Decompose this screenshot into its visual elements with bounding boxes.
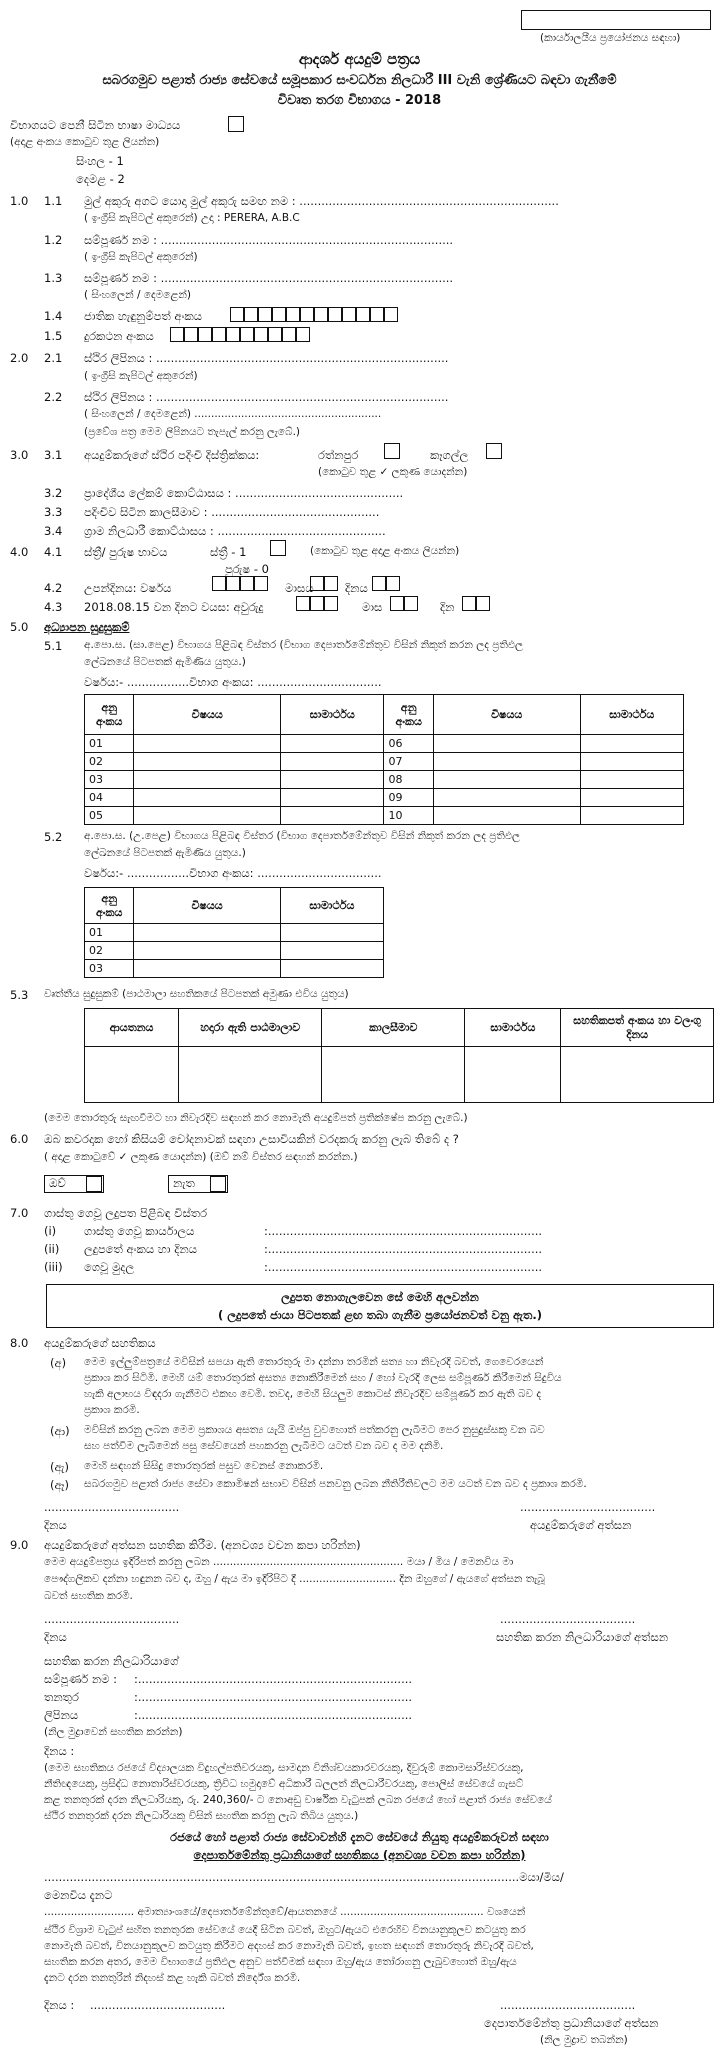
address-english-field[interactable]: ස්ථිර ලිපිනය : ................................................................................ bbox=[84, 351, 449, 365]
head-cert-title-2: දෙපාර්තමේන්තු ප්‍රධානියාගේ සහතිකය (අනවශ්‍ය වචන කපා හරින්න) bbox=[193, 1848, 526, 1862]
head-seal-label: (නිල මුද්‍රාව තබන්න) bbox=[540, 2034, 628, 2046]
officer-date-dots[interactable]: ..................................... bbox=[44, 1612, 180, 1626]
voc-th-course: හදාරා ඇති පාඨමාලාව bbox=[179, 1009, 322, 1047]
kegalle-checkbox[interactable] bbox=[486, 443, 502, 459]
attestation-p2: පෞද්ගලිකව දන්නා හඳුනන බව ද, ඔහු / ඇය මා ඉදිරිපිට දී ............................. දින ඔහුගේ / ඇයගේ අත්සන තැබූ bbox=[44, 1573, 545, 1585]
declaration-title: අයදුම්කරුගේ සහතිකය bbox=[44, 1336, 156, 1350]
item-5-1-number: 5.1 bbox=[44, 639, 63, 653]
age-days-label: දින bbox=[440, 600, 455, 614]
gender-hint: (කොටුව තුළ අදාළ අංකය ලියන්න) bbox=[310, 545, 460, 557]
residence-period-field[interactable]: පදිංචිව සිටින කාලසීමාව : .............................................. bbox=[84, 505, 380, 519]
full-name-english-hint: ( ඉංග්‍රීසි කැපිටල් අකුරෙන්) bbox=[84, 251, 198, 263]
declaration-aa-mark: (ආ) bbox=[50, 1424, 70, 1438]
officer-name-label: සම්පූර්ණ නම : bbox=[44, 1672, 117, 1686]
ratnapura-checkbox[interactable] bbox=[384, 443, 400, 459]
officer-post-field[interactable]: :........................................................................... bbox=[134, 1690, 413, 1704]
applicant-date-label: දිනය bbox=[44, 1518, 67, 1532]
phone-label: දුරකථන අංකය bbox=[84, 329, 154, 343]
receipt-item-iii: (iii) bbox=[44, 1260, 63, 1274]
receipt-number-field[interactable]: :........................................................................... bbox=[264, 1242, 543, 1256]
conviction-no-box[interactable] bbox=[210, 1176, 226, 1192]
head-cert-title-1: රජයේ හෝ පළාත් රාජ්‍ය සේවාවන්හි දැනට සේවයේ නියුතු අයදුම්කරුවන් සඳහා bbox=[170, 1830, 549, 1844]
office-use-label: (කාර්යාලයීය ප්‍රයෝජනය සඳහා) bbox=[540, 32, 681, 44]
declaration-ae2-mark: (ඈ) bbox=[50, 1478, 69, 1492]
officer-details-title: සහතික කරන නිලධාරියාගේ bbox=[44, 1654, 179, 1668]
table-row: 05 bbox=[85, 807, 134, 825]
gender-female-option: ස්ත්‍රී - 1 bbox=[210, 545, 247, 559]
conviction-hint: ( අදාළ කොටුවේ ✓ ලකුණ යොදන්න) (ඔව් නම් විස්තර සඳහන් කරන්න.) bbox=[44, 1151, 358, 1163]
al-description-2: ලේඛනයේ පිටපතක් ඇමිණිය යුතුය.) bbox=[84, 847, 246, 859]
certifier-note-3: කළ තනතුරක් දරන නිලධාරියකු, රු. 240,360/- ට නොඅඩු වාර්ෂික වැටුපක් ලබන රජයේ හෝ පළාත් රාජ්‍ය සේවයේ bbox=[44, 1794, 552, 1806]
table-row: 02 bbox=[85, 753, 134, 771]
head-cert-text-4: දැනට දරන තනතුරින් නිදහස් කළ හැකි බවත් නිර්දේශ කරමි. bbox=[44, 1972, 301, 1984]
receipt-item-ii: (ii) bbox=[44, 1242, 60, 1256]
declaration-a-2: ප්‍රකාශ කර සිටිමි. මෙහි යම් තොරතුරක් අසත්‍ය නොකිරීමෙන් සහ / හෝ වැරදි ලෙස සම්පූර්ණ කිරීමෙන් සිදුවිය bbox=[84, 1372, 562, 1384]
medium-option-tamil: දෙමළ - 2 bbox=[76, 172, 125, 186]
item-4-1-number: 4.1 bbox=[44, 545, 63, 559]
table-row: 09 bbox=[384, 789, 433, 807]
declaration-a-1: මෙම ඉල්ලුම්පත්‍රයේ මවිසින් සපයා ඇති තොරතුරු මා දන්නා තරමින් සත්‍ය හා නිවැරදි බවත්, ගෙවෙරයෙන් bbox=[84, 1356, 544, 1368]
vocational-label: වෘත්තීය සුදුසුකම් (පාඨමාලා සහතිකයේ පිටපතක් අමුණා එවිය යුතුය) bbox=[44, 988, 349, 1000]
voc-th-grade: සාමාර්ථය bbox=[465, 1009, 561, 1047]
item-2-2-number: 2.2 bbox=[44, 390, 63, 404]
voc-th-duration: කාලසීමාව bbox=[322, 1009, 465, 1047]
dob-year-boxes[interactable] bbox=[212, 576, 268, 591]
ol-th-grade-2: සාමාර්ථය bbox=[580, 695, 683, 735]
ol-description: අ.පො.ස. (සා.පෙළ) විභාගය පිළිබඳ විස්තර (විභාග දෙපාර්තමේන්තුව විසින් නිකුත් කරන ලද ප්‍රතිඵල bbox=[84, 639, 523, 651]
head-sign-dots[interactable]: ..................................... bbox=[500, 1998, 636, 2012]
officer-post-label: තනතුර bbox=[44, 1690, 79, 1704]
receipt-amount-label: ගෙවූ මුදල bbox=[84, 1260, 135, 1274]
declaration-a-3: හැකි අලාභය විඳදරා ගැනීමට එකඟ වෙමි. තවද, මෙහි සියලුම කොටස් නිවැරදිව සම්පූර්ණ කර ඇති බව ද bbox=[84, 1388, 542, 1400]
item-3-1-number: 3.1 bbox=[44, 448, 63, 462]
head-date-dots[interactable]: ..................................... bbox=[90, 1998, 226, 2012]
head-cert-text-1: ස්ථිර විශ්‍රාම වැටුප් සහිත තනතුරක සේවයේ යෙදී සිටින බවත්, ඔහුට/ඇයට එරෙහිව විනයානුකූලව කටයුතු කර bbox=[44, 1924, 526, 1936]
applicant-signature-label: අයදුම්කරුගේ අත්සන bbox=[530, 1518, 632, 1532]
form-title: ආදර්ශ අයදුම් පත්‍රය bbox=[298, 50, 421, 68]
ol-th-no: අනු අංකය bbox=[85, 695, 134, 735]
form-heading-2: විවෘත තරග විභාගය - 2018 bbox=[277, 93, 442, 108]
nic-label: ජාතික හැඳුනුම්පත් අංකය bbox=[84, 309, 203, 323]
section-3-number: 3.0 bbox=[10, 448, 29, 462]
item-3-2-number: 3.2 bbox=[44, 486, 63, 500]
address-english-hint: ( ඉංග්‍රීසි කැපිටල් අකුරෙන්) bbox=[84, 370, 198, 382]
full-name-local-hint: ( සිංහලෙන් / දෙමළෙන්) bbox=[84, 289, 191, 301]
district-option-ratnapura: රත්නපුර bbox=[318, 448, 359, 462]
medium-label: විභාගයට පෙනී සිටින භාෂා මාධ්‍යය bbox=[10, 118, 181, 132]
item-4-2-number: 4.2 bbox=[44, 581, 63, 595]
age-months-label: මාස bbox=[362, 600, 383, 614]
gender-box[interactable] bbox=[270, 540, 286, 556]
head-cert-name-dots[interactable]: ..................................................................................................................................මයා/මිය/ bbox=[44, 1870, 564, 1884]
head-cert-text-2: නොමැති බවත්, විනයානුකූලව කටයුතු කිරීමට අදහස් කර නොමැති බවත්, ඉහත සඳහන් තොරතුරු නිවැරදි බවත්, bbox=[44, 1940, 534, 1952]
al-description: අ.පො.ස. (උ.පෙළ) විභාගය පිළිබඳ විස්තර (විභාග දෙපාර්තමේන්තුව විසින් නිකුත් කරන ලද ප්‍රතිඵල bbox=[84, 830, 520, 842]
certifier-note-2: නීතිඥයෙකු, ප්‍රසිද්ධ නොතාරිස්වරයකු, ත්‍රිවිධ හමුදාවේ අධිකාරී බලලත් නිලධාරීවරයකු, පොලිස් සේවයේ ගැසට් bbox=[44, 1778, 524, 1790]
item-1-4-number: 1.4 bbox=[44, 309, 63, 323]
gender-label: ස්ත්‍රී/ පුරුෂ භාවය bbox=[84, 545, 168, 559]
ds-division-field[interactable]: ප්‍රාදේශීය ලේකම් කොට්ඨාසය : .............................................. bbox=[84, 486, 404, 500]
district-label: අයදුම්කරුගේ ස්ථිර පදිංචි දිස්ත්‍රික්කය: bbox=[84, 448, 260, 462]
item-1-1-number: 1.1 bbox=[44, 194, 63, 208]
receipt-number-label: ලදුපතේ අංකය හා දිනය bbox=[84, 1242, 197, 1256]
age-days-boxes[interactable] bbox=[462, 596, 490, 611]
ol-year-index[interactable]: වර්ෂය:- .................විභාග අංකය: .................................. bbox=[84, 675, 382, 689]
address-local-hint: ( සිංහලෙන් / දෙමළෙන්) ........................................................ bbox=[84, 408, 382, 420]
receipt-title: ගාස්තු ගෙවූ ලදුපත පිළිබඳ විස්තර bbox=[44, 1206, 208, 1220]
al-th-no: අනු අංකය bbox=[85, 888, 134, 924]
receipt-amount-field[interactable]: :........................................................................... bbox=[264, 1260, 543, 1274]
attestation-title: අයදුම්කරුගේ අත්සන සහතික කිරීම. (අනවශ්‍ය වචන කපා හරින්න) bbox=[44, 1538, 361, 1552]
section-5-number: 5.0 bbox=[10, 620, 29, 634]
attestation-p3: බවත් සහතික කරමි. bbox=[44, 1590, 133, 1602]
conviction-no[interactable]: නැත bbox=[168, 1175, 228, 1193]
ol-description-2: ලේඛනයේ පිටපතක් ඇමිණිය යුතුය.) bbox=[84, 656, 246, 668]
item-3-4-number: 3.4 bbox=[44, 524, 63, 538]
age-months-boxes[interactable] bbox=[390, 596, 418, 611]
item-3-3-number: 3.3 bbox=[44, 505, 63, 519]
dob-label: උපන්දිනය: වර්ෂය bbox=[84, 581, 172, 595]
table-row: 03 bbox=[85, 960, 134, 978]
applicant-sign-dots[interactable]: ..................................... bbox=[520, 1500, 656, 1514]
medium-box[interactable] bbox=[228, 116, 244, 132]
ol-th-no-2: අනු අංකය bbox=[384, 695, 433, 735]
officer-address-field[interactable]: :........................................................................... bbox=[134, 1708, 413, 1722]
head-cert-line-2: මෙනවිය දැනට bbox=[44, 1888, 113, 1902]
receipt-copy-note: ( ලදුපතේ ජායා පිටපතක් ළඟ තබා ගැනීම ප්‍රයෝජනවත් වනු ඇත.) bbox=[217, 1308, 543, 1322]
declaration-a-mark: (අ) bbox=[50, 1356, 67, 1370]
section-6-number: 6.0 bbox=[10, 1132, 29, 1146]
declaration-ae-mark: (ඇ) bbox=[50, 1460, 69, 1474]
officer-sign-dots[interactable]: ..................................... bbox=[500, 1612, 636, 1626]
age-years-boxes[interactable] bbox=[296, 596, 338, 611]
item-4-3-number: 4.3 bbox=[44, 600, 63, 614]
district-option-kegalle: කෑගල්ල bbox=[430, 448, 469, 462]
dob-month-boxes[interactable] bbox=[310, 576, 338, 591]
declaration-a-4: ප්‍රකාශ කරමි. bbox=[84, 1404, 140, 1416]
applicant-date-dots[interactable]: ..................................... bbox=[44, 1500, 180, 1514]
name-with-initials-hint: ( ඉංග්‍රීසි කැපිටල් අකුරෙන්) උදා : PERERA, A.B.C bbox=[84, 212, 300, 224]
voc-th-institute: ආයතනය bbox=[85, 1009, 179, 1047]
head-date-label: දිනය : bbox=[44, 1998, 75, 2012]
item-1-2-number: 1.2 bbox=[44, 233, 63, 247]
item-2-1-number: 2.1 bbox=[44, 351, 63, 365]
address-local-field[interactable]: ස්ථිර ලිපිනය : ................................................................................ bbox=[84, 390, 449, 404]
al-year-index[interactable]: වර්ෂය:- .................විභාග අංකය: .................................. bbox=[84, 866, 382, 880]
officer-date2-label: දිනය : bbox=[44, 1744, 75, 1758]
conviction-yes-box[interactable] bbox=[86, 1176, 102, 1192]
full-name-local-field[interactable]: සම්පූර්ණ නම : ................................................................................ bbox=[84, 271, 454, 285]
item-1-3-number: 1.3 bbox=[44, 271, 63, 285]
ol-th-subject-2: විෂයය bbox=[433, 695, 580, 735]
section-2-number: 2.0 bbox=[10, 351, 29, 365]
section-4-number: 4.0 bbox=[10, 545, 29, 559]
declaration-aa-2: සහ පත්වීම ලැබීමෙන් පසු සේවයෙන් පහකරනු ලැබීමට යටත් වන බව ද මම දනිමි. bbox=[84, 1440, 444, 1452]
office-use-box[interactable] bbox=[521, 10, 711, 30]
section-8-number: 8.0 bbox=[10, 1336, 29, 1350]
receipt-office-field[interactable]: :........................................................................... bbox=[264, 1224, 543, 1238]
gn-division-field[interactable]: ග්‍රාම නිලධාරී කොට්ඨාසය : .............................................. bbox=[84, 524, 386, 538]
admission-address-note: (ප්‍රවේශ පත්‍ර මෙම ලිපිනයට තැපැල් කරනු ලැබේ.) bbox=[84, 426, 300, 438]
table-row: 01 bbox=[85, 924, 134, 942]
conviction-yes[interactable]: ඔව් bbox=[44, 1175, 104, 1193]
receipt-office-label: ගාස්තු ගෙවූ කාර්යාලය bbox=[84, 1224, 195, 1238]
vocational-table bbox=[84, 1008, 714, 1103]
receipt-item-i: (i) bbox=[44, 1224, 57, 1238]
head-signature-label: දෙපාර්තමේන්තු ප්‍රධානියාගේ අත්සන bbox=[484, 2016, 659, 2030]
table-row: 04 bbox=[85, 789, 134, 807]
gender-male-option: පුරුෂ - 0 bbox=[225, 562, 269, 576]
head-cert-line-3[interactable]: ........................... අමාත්‍යාංශයේ/දෙපාර්තමේන්තුවේ/ආයතනයේ ........................................... වශයෙන් bbox=[44, 1906, 526, 1918]
medium-hint: (අදාළ අංකය කොටුව තුළ ලියන්න) bbox=[10, 136, 160, 148]
officer-signature-label: සහතික කරන නිලධාරියාගේ අත්සන bbox=[496, 1630, 669, 1644]
section-9-number: 9.0 bbox=[10, 1538, 29, 1552]
certifier-note-1: (මෙම සහතිකය රජයේ විද්‍යාලයක විදුහල්පතිවරයකු, සාමදාන විනිශ්චයකාරවරයකු, දිවුරුම් කොමසාරිස්වරයකු, bbox=[44, 1762, 524, 1774]
medium-option-sinhala: සිංහල - 1 bbox=[76, 154, 124, 168]
al-th-subject: විෂයය bbox=[134, 888, 280, 924]
nic-boxes[interactable] bbox=[230, 307, 398, 322]
receipt-paste-note: ලදුපත නොගැලවෙන සේ මෙහි අලවන්න bbox=[281, 1290, 479, 1304]
vocational-note: (මෙම තොරතුරු සැඟවීමට හා නිවැරදිව සඳහන් කර නොමැති අයදුම්පත් ප්‍රතික්ෂේප කරනු ලැබේ.) bbox=[44, 1112, 468, 1124]
officer-seal-note: (නිල මුද්‍රාවෙන් සහතික කරන්න) bbox=[44, 1726, 183, 1738]
declaration-ae: මෙහි සඳහන් සිසිදු තොරතුරක් පසුව වෙනස් නොකරමි. bbox=[84, 1460, 324, 1472]
item-5-2-number: 5.2 bbox=[44, 830, 63, 844]
dob-month-label: මාසය bbox=[285, 581, 314, 595]
al-results-table bbox=[84, 887, 384, 978]
al-th-grade: සාමාර්ථය bbox=[280, 888, 383, 924]
section-1-number: 1.0 bbox=[10, 194, 29, 208]
table-row: 03 bbox=[85, 771, 134, 789]
full-name-english-field[interactable]: සම්පූර්ණ නම : ................................................................................ bbox=[84, 233, 454, 247]
district-hint: (කොටුව තුළ ✓ ලකුණ යොදන්න) bbox=[318, 466, 468, 478]
item-5-3-number: 5.3 bbox=[10, 988, 29, 1002]
dob-day-label: දිනය bbox=[345, 581, 368, 595]
table-row: 10 bbox=[384, 807, 433, 825]
table-row: 07 bbox=[384, 753, 433, 771]
name-with-initials-field[interactable]: මුල් අකුරු අගට යොදා මුල් අකුරු සමඟ නම : ....................................................................... bbox=[84, 194, 559, 208]
declaration-ae2: සබරගමුව පළාත් රාජ්‍ය සේවා කොමිෂන් සභාව විසින් පනවනු ලබන නීතිරීතිවලට මම යටත් වන බව ද ප්‍රකාශ කරමි. bbox=[84, 1478, 587, 1490]
voc-th-certificate: සහතිකපත් අංකය හා වලංගු දිනය bbox=[561, 1009, 714, 1047]
education-title: අධ්‍යාපන සුදුසුකම් bbox=[44, 620, 130, 634]
table-row: 06 bbox=[384, 735, 433, 753]
head-cert-text-3: සහතික කරන අතර, මෙම විභාගයේ ප්‍රතිඵල අනුව පත්වීමක් සඳහා ඔහු/ඇය තෝරාගනු ලැබුවහොත් ඔහු/ඇය bbox=[44, 1956, 517, 1968]
officer-date-label: දිනය bbox=[44, 1630, 67, 1644]
form-heading-1: සබරගමුව පළාත් රාජ්‍ය සේවයේ සමූපකාර සංවර්ධන නිලධාරී III වැනි ශ්‍රේණියට බඳවා ගැනීමේ bbox=[102, 73, 617, 88]
section-7-number: 7.0 bbox=[10, 1206, 29, 1220]
table-row: 02 bbox=[85, 942, 134, 960]
officer-name-field[interactable]: :........................................................................... bbox=[134, 1672, 413, 1686]
attestation-p1: මෙම අයදුම්පත්‍රය ඉදිරිපත් කරනු ලබන ......................................................... මයා / මිය / මෙනවිය මා bbox=[44, 1556, 514, 1568]
item-1-5-number: 1.5 bbox=[44, 329, 63, 343]
table-row: 08 bbox=[384, 771, 433, 789]
officer-address-label: ලිපිනය bbox=[44, 1708, 79, 1722]
certifier-note-4: ස්ථිර තනතුරක් දරන නිලධාරියකු විසින් සහතික කරනු ලැබ තිබිය යුතුය.) bbox=[44, 1810, 359, 1822]
conviction-question: ඔබ කවරදාක හෝ කිසියම් චෝදනාවක් සඳහා උසාවියකින් වරදකරු කරනු ලැබ තිබේ ද ? bbox=[44, 1132, 459, 1146]
ol-results-table bbox=[84, 694, 684, 825]
phone-boxes[interactable] bbox=[170, 327, 310, 342]
age-label: 2018.08.15 වන දිනට වයස: අවුරුදු bbox=[84, 600, 264, 614]
receipt-paste-area[interactable] bbox=[46, 1284, 714, 1328]
ol-th-grade: සාමාර්ථය bbox=[281, 695, 384, 735]
declaration-aa-1: මවිසින් කරනු ලබන මෙම ප්‍රකාශය අසත්‍ය යැයි ඔප්පු වුවහොත් පත්කරනු ලැබීමට පෙර නුසුදුස්සකු වන බව bbox=[84, 1424, 545, 1436]
ol-th-subject: විෂයය bbox=[134, 695, 281, 735]
table-row: 01 bbox=[85, 735, 134, 753]
dob-day-boxes[interactable] bbox=[372, 576, 400, 591]
